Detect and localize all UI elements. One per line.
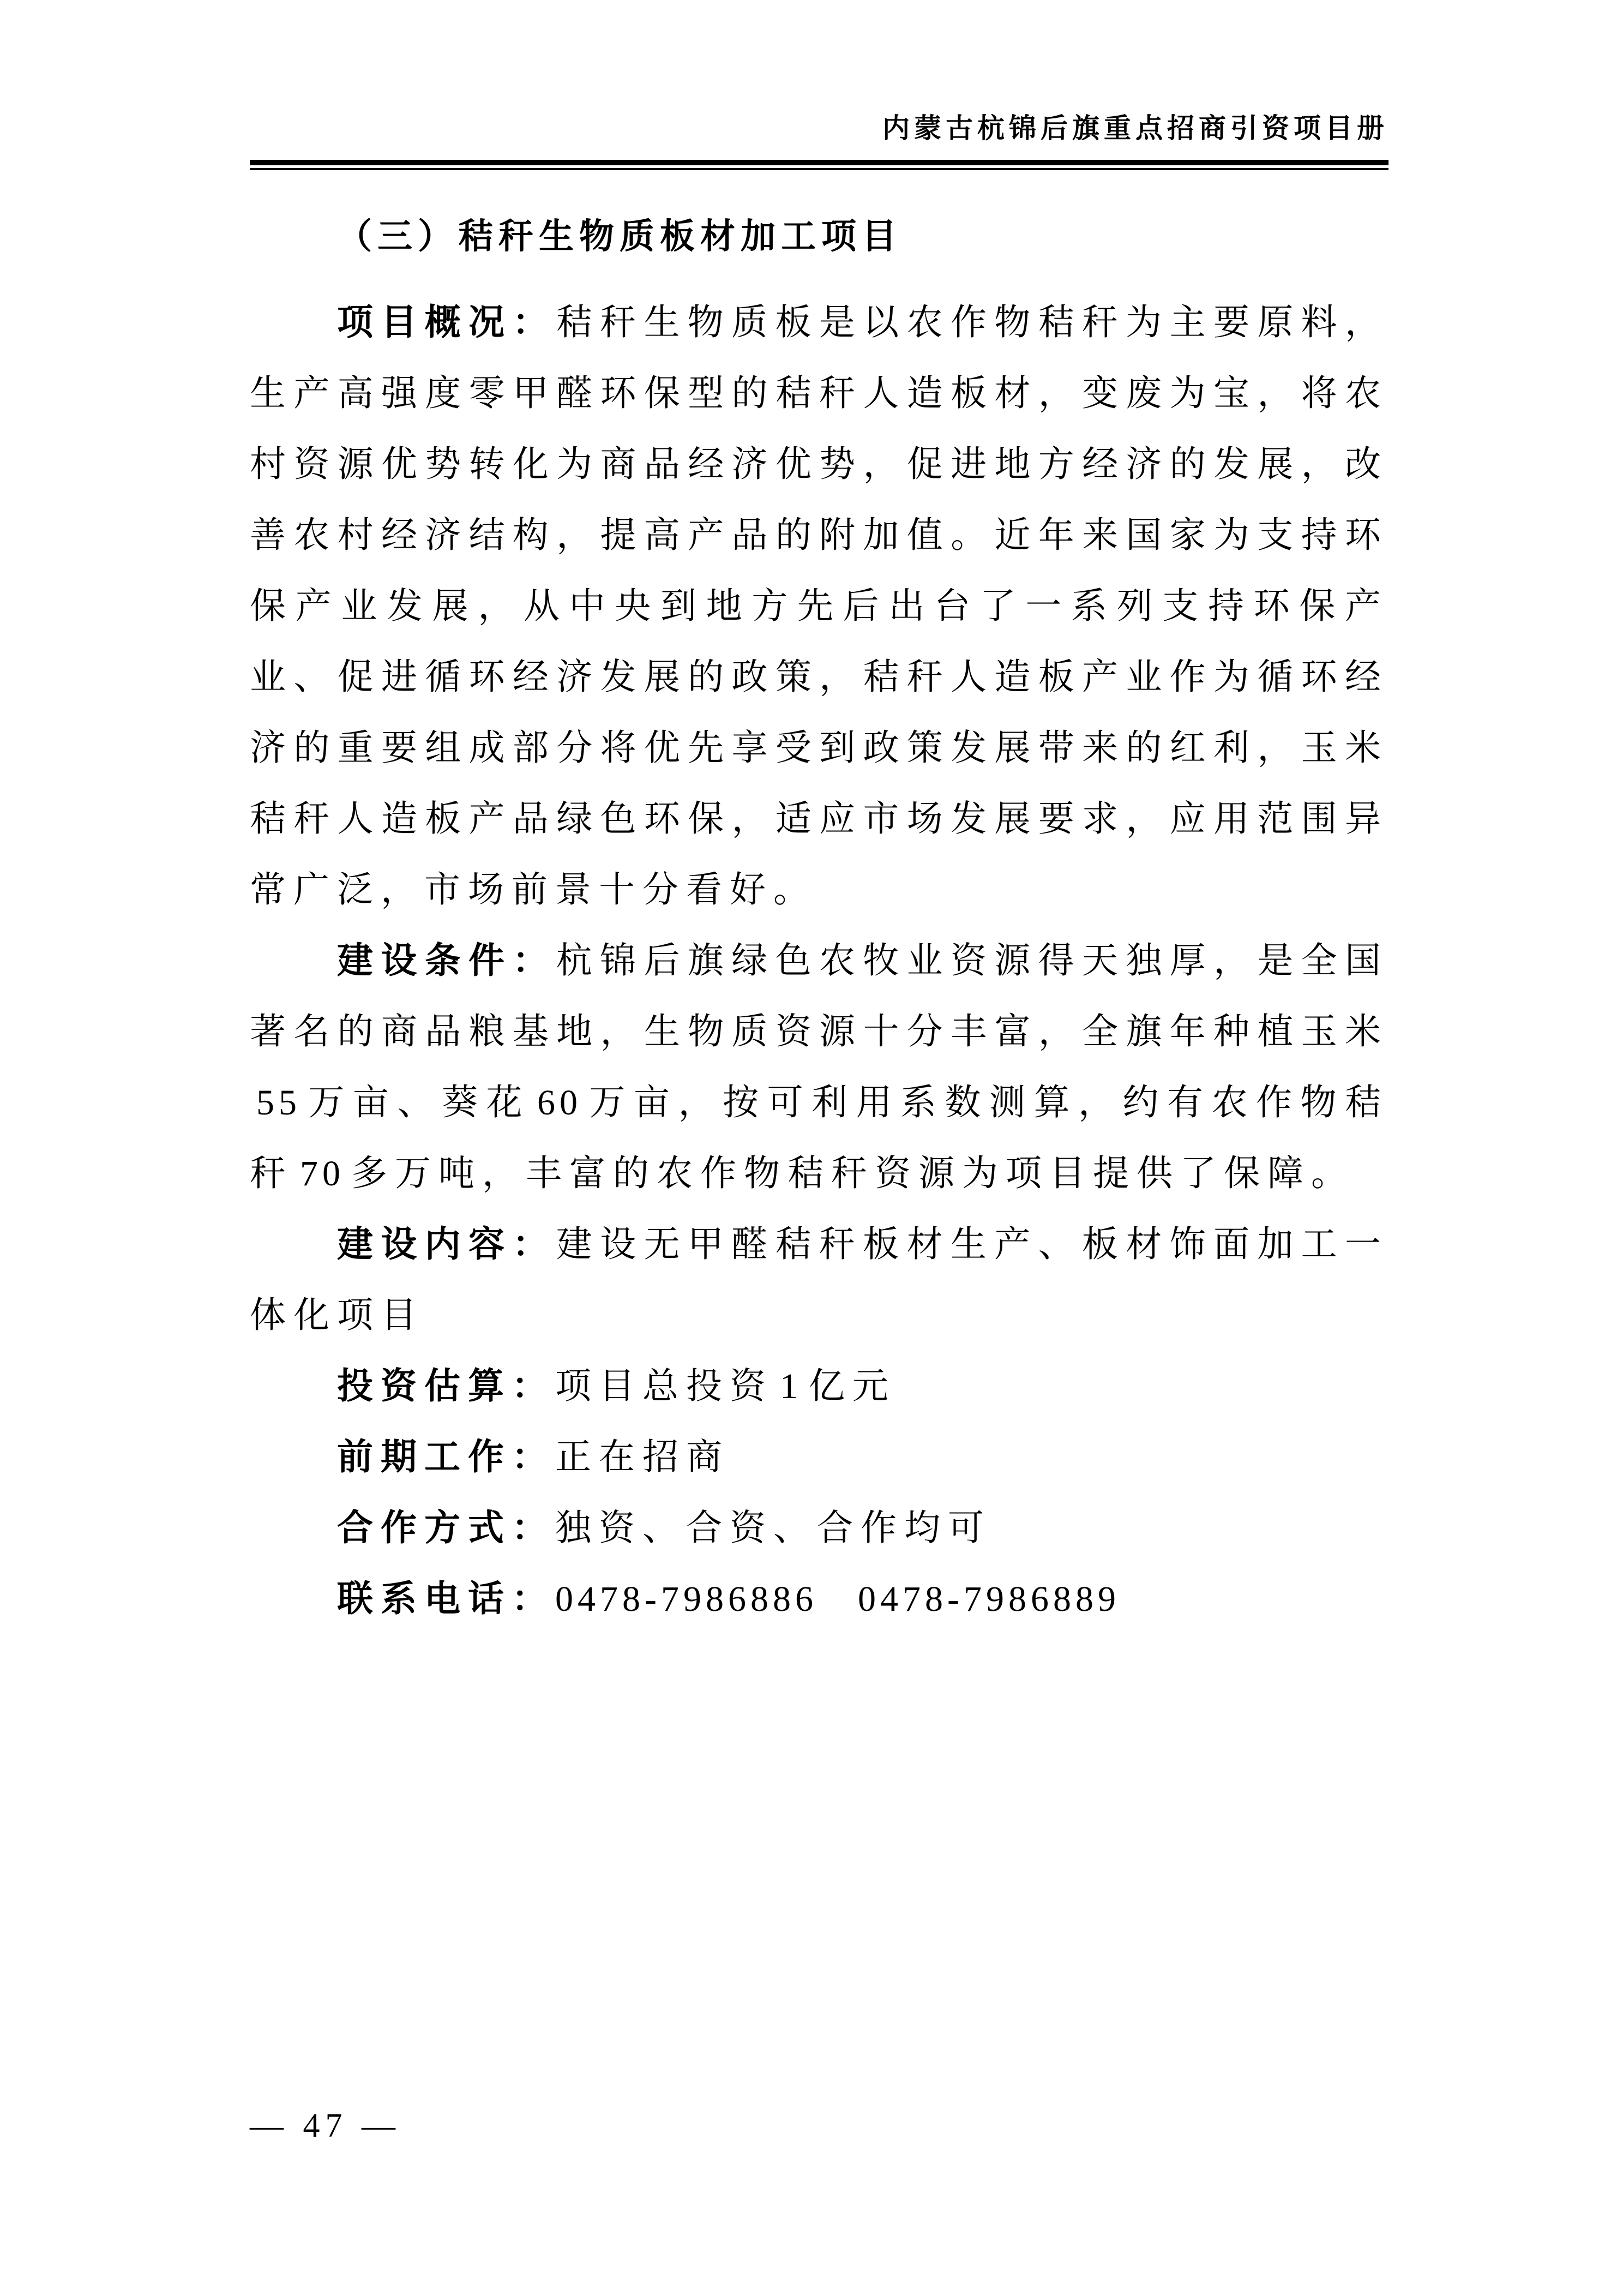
sunflower-area-value: 60 xyxy=(537,1083,582,1123)
conditions-text-1: 杭锦后旗绿色农牧业资源得天独厚，是全国著名的商品粮基地，生物质资源十分丰富，全旗年种植玉米 xyxy=(250,941,1389,1052)
contact-phone-1: 0478-7986886 xyxy=(555,1579,817,1619)
paragraph-contact-phone xyxy=(250,1564,1388,1635)
straw-tonnage-value: 70 xyxy=(300,1154,345,1194)
conditions-text-4: 多万吨，丰富的农作物秸秆资源为项目提供了保障。 xyxy=(351,1154,1355,1194)
contact-label: 联系电话： xyxy=(337,1579,555,1619)
contact-phone-2: 0478-7986889 xyxy=(857,1579,1120,1619)
conditions-label: 建设条件： xyxy=(337,941,556,981)
conditions-text-3: 万亩，按可利用系数测算，约有农作物秸秆 xyxy=(250,1083,1388,1194)
investment-text-2: 亿元 xyxy=(809,1366,896,1406)
overview-label: 项目概况： xyxy=(337,303,556,343)
header-rule-thick xyxy=(250,160,1388,165)
investment-amount-value: 1 xyxy=(780,1366,802,1406)
preliminary-work-label: 前期工作： xyxy=(337,1437,555,1477)
paragraph-project-overview xyxy=(250,287,1388,926)
overview-text: 秸秆生物质板是以农作物秸秆为主要原料，生产高强度零甲醛环保型的秸秆人造板材，变废为宝，将农村资源优势转化为商品经济优势，促进地方经济的发展，改善农村经济结构，提高产品的附加值。近年来国家为支持环保产业发展，从中央到地方先后出台了一系列支持环保产业、促进循环经济发展的政策，秸秆人造板产业作为循环经济的重要组成部分将优先享受到政策发展带来的红利，玉米秸秆人造板产品绿色环保，适应市场发展要求，应用范围异常广泛，市场前景十分看好。 xyxy=(250,303,1389,910)
section-title: （三）秸秆生物质板材加工项目 xyxy=(337,217,902,256)
cooperation-label: 合作方式： xyxy=(337,1508,555,1548)
page-header xyxy=(250,0,1388,170)
page-number: — 47 — xyxy=(250,2107,401,2144)
construction-text: 建设无甲醛秸秆板材生产、板材饰面加工一体化项目 xyxy=(250,1225,1389,1335)
paragraph-cooperation-mode xyxy=(250,1493,1388,1564)
header-rule-thin xyxy=(250,168,1388,170)
preliminary-work-text: 正在招商 xyxy=(555,1437,730,1477)
paragraph-investment-estimate xyxy=(250,1351,1388,1422)
investment-label: 投资估算： xyxy=(337,1366,555,1406)
construction-label: 建设内容： xyxy=(337,1225,556,1264)
investment-text-1: 项目总投资 xyxy=(555,1366,773,1406)
conditions-text-2: 万亩、葵花 xyxy=(308,1083,531,1123)
paragraph-construction-content xyxy=(250,1209,1388,1351)
corn-area-value: 55 xyxy=(256,1083,301,1123)
cooperation-text: 独资、合资、合作均可 xyxy=(555,1508,991,1548)
paragraph-construction-conditions xyxy=(250,926,1388,1209)
paragraph-preliminary-work xyxy=(250,1422,1388,1493)
booklet-title: 内蒙古杭锦后旗重点招商引资项目册 xyxy=(882,113,1388,143)
document-body xyxy=(250,201,1388,1635)
